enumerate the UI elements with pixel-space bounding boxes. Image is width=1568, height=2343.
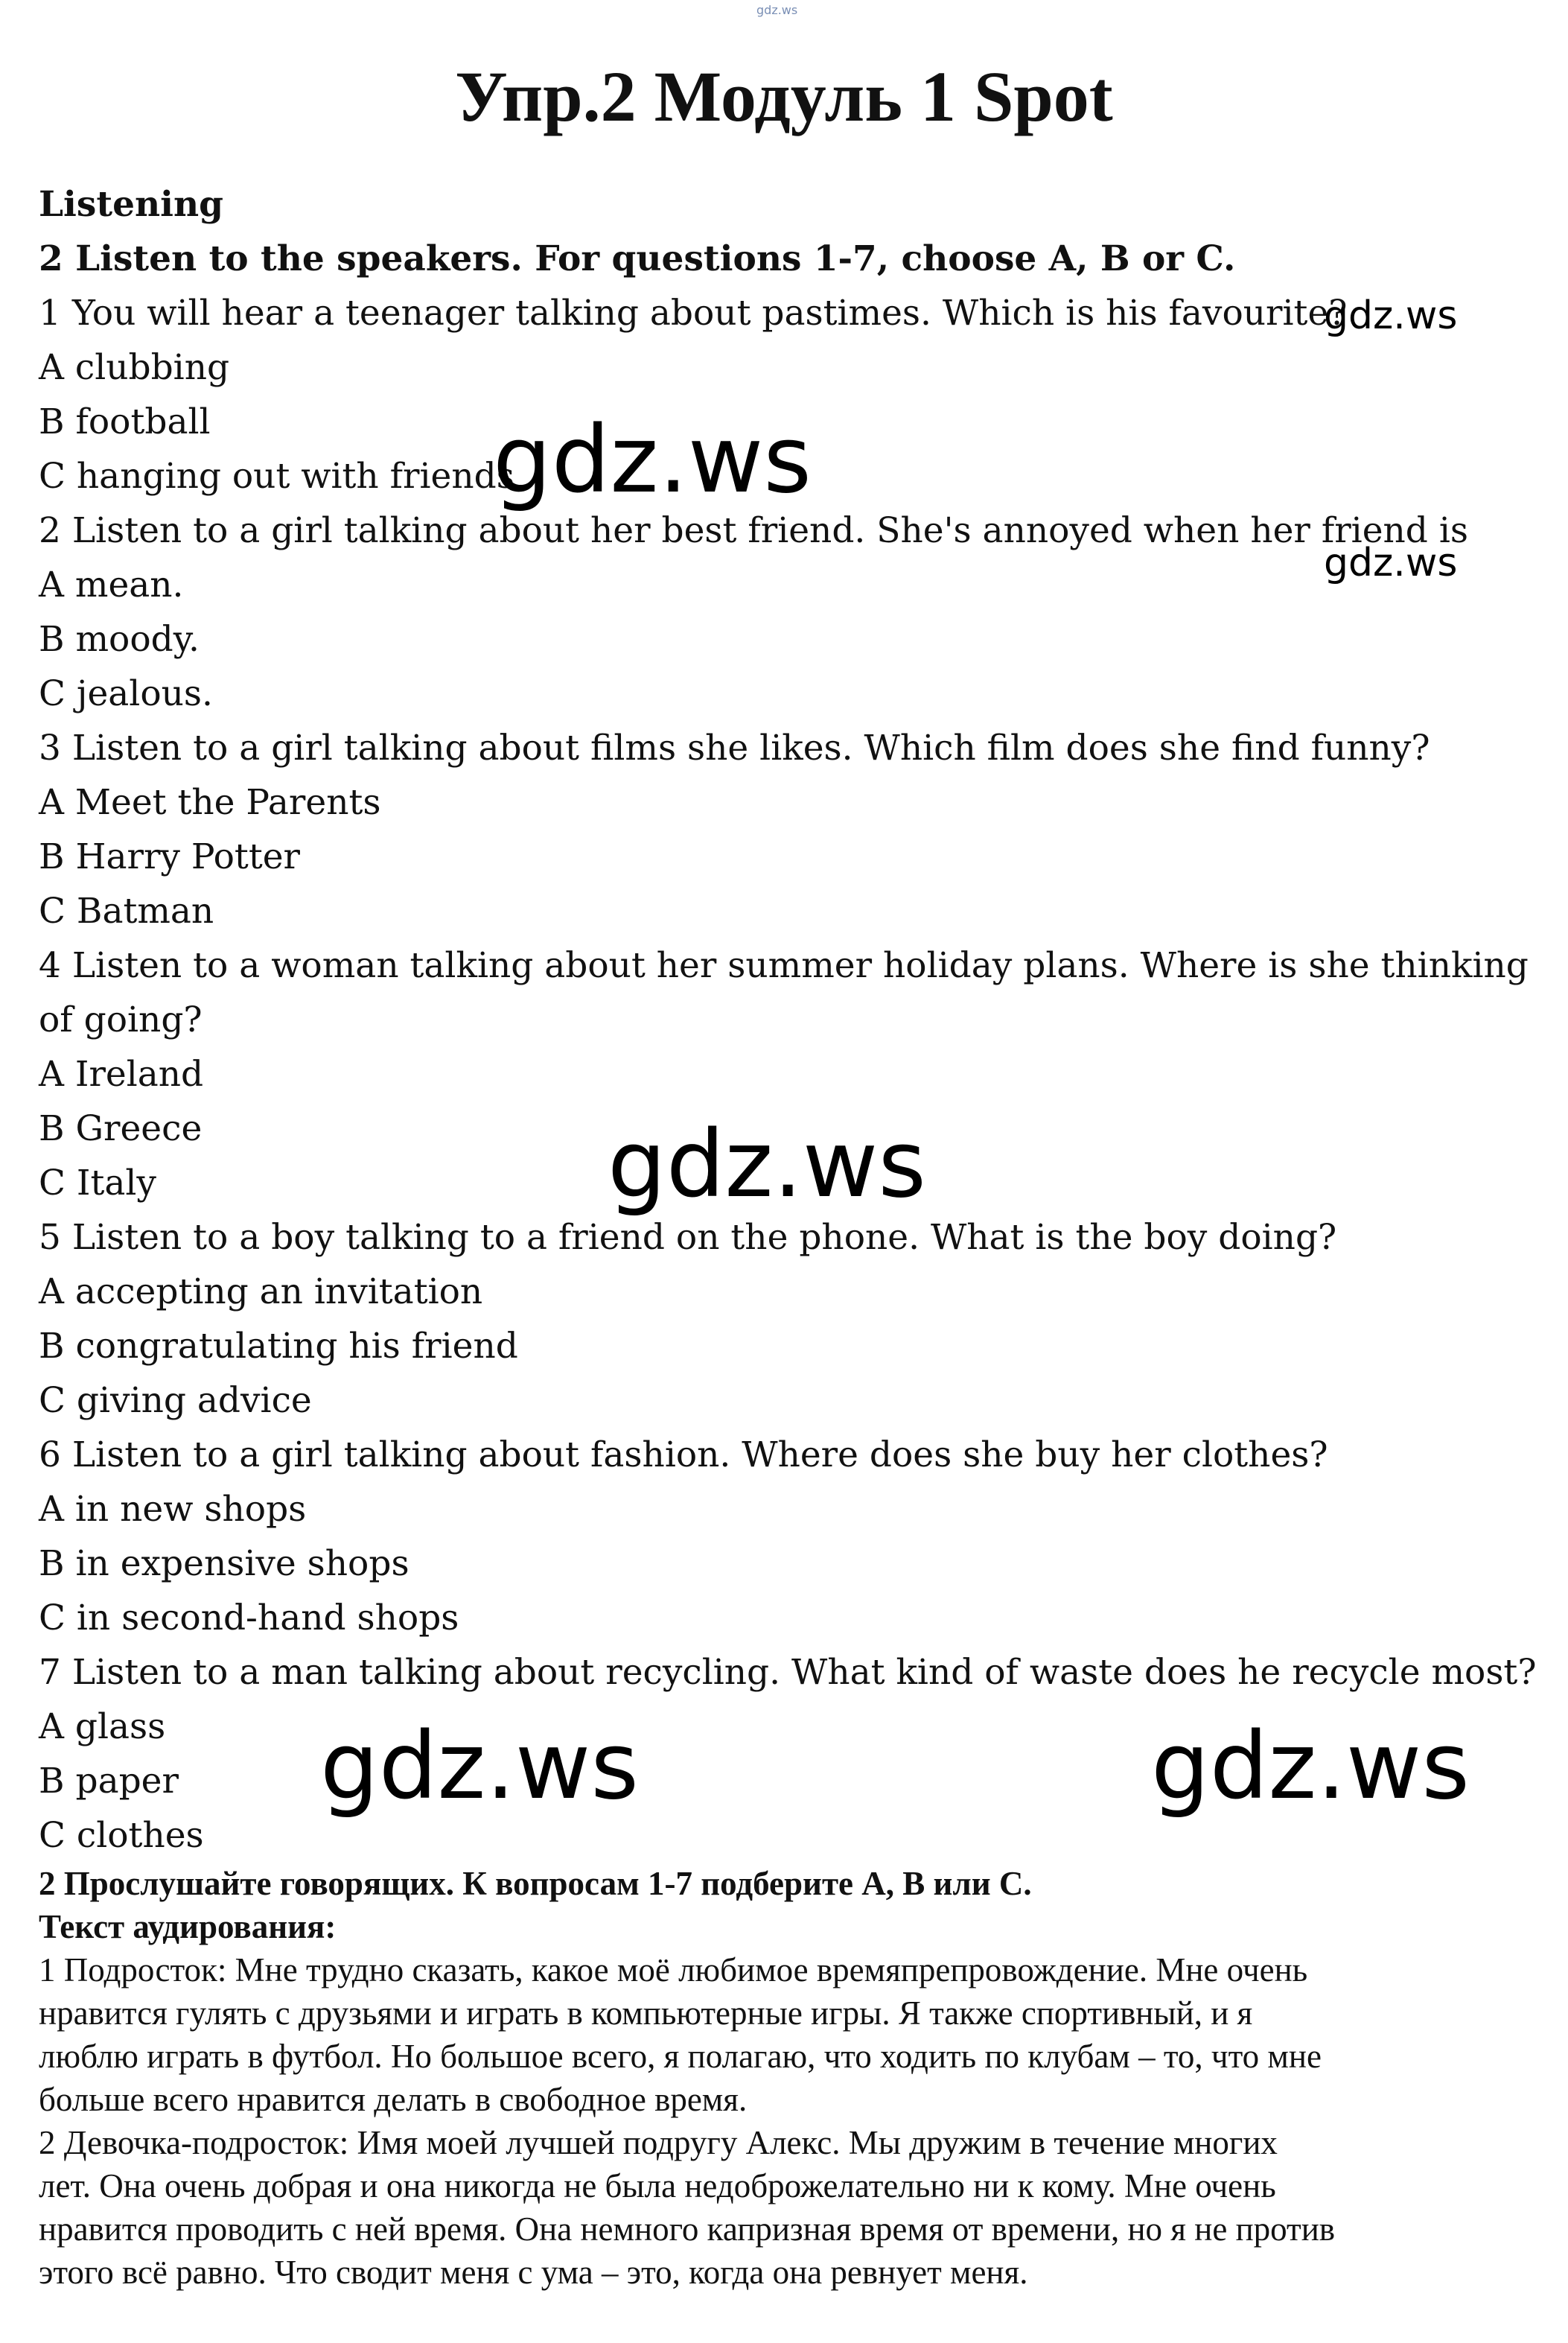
listening-line: C Italy xyxy=(39,1163,156,1204)
listening-line: 5 Listen to a boy talking to a friend on the phone. What is the boy doing? xyxy=(39,1217,1337,1258)
listening-line: 3 Listen to a girl talking about films she likes. Which film does she find funny? xyxy=(39,728,1430,769)
listening-line: 1 You will hear a teenager talking about pastimes. Which is his favourite? xyxy=(39,293,1348,334)
listening-line: 4 Listen to a woman talking about her summer holiday plans. Where is she thinking xyxy=(39,945,1529,986)
listening-line: C clothes xyxy=(39,1815,204,1856)
listening-line: A Ireland xyxy=(39,1054,204,1095)
transcript-line: нравится гулять с друзьями и играть в компьютерные игры. Я также спортивный, и я xyxy=(39,1994,1253,2032)
watermark: gdz.ws xyxy=(1151,1713,1470,1820)
russian-heading: Текст аудирования: xyxy=(39,1908,337,1945)
listening-line: A accepting an invitation xyxy=(39,1271,483,1312)
transcript-line: больше всего нравится делать в свободное время. xyxy=(39,2081,748,2118)
listening-line: C hanging out with friends xyxy=(39,456,514,497)
watermark: gdz.ws xyxy=(1324,293,1458,338)
listening-line: B in expensive shops xyxy=(39,1543,409,1584)
watermark: gdz.ws xyxy=(320,1713,639,1820)
watermark: gdz.ws xyxy=(493,407,812,514)
listening-line: A mean. xyxy=(39,565,184,605)
watermark: gdz.ws xyxy=(1324,541,1458,585)
listening-line: 2 Listen to a girl talking about her best friend. She's annoyed when her friend is xyxy=(39,510,1468,551)
listening-line: A Meet the Parents xyxy=(39,782,381,823)
listening-line: B paper xyxy=(39,1761,179,1802)
section-heading-listening: Listening xyxy=(39,184,224,225)
listening-line: C giving advice xyxy=(39,1380,312,1421)
listening-line: A in new shops xyxy=(39,1489,307,1530)
task-instruction: 2 Listen to the speakers. For questions 1-7, choose A, B or C. xyxy=(39,238,1236,279)
listening-line: C jealous. xyxy=(39,673,213,714)
listening-line: A clubbing xyxy=(39,347,230,388)
transcript-line: 1 Подросток: Мне трудно сказать, какое моё любимое времяпрепровождение. Мне очень xyxy=(39,1951,1308,1988)
listening-line: B football xyxy=(39,401,211,442)
listening-line: of going? xyxy=(39,999,203,1040)
transcript-line: лет. Она очень добрая и она никогда не была недоброжелательно ни к кому. Мне очень xyxy=(39,2167,1276,2204)
listening-line: 7 Listen to a man talking about recycling. What kind of waste does he recycle most? xyxy=(39,1652,1537,1693)
listening-line: B Harry Potter xyxy=(39,836,300,877)
page-title: Упр.2 Модуль 1 Spot xyxy=(455,57,1113,136)
listening-line: 6 Listen to a girl talking about fashion. Where does she buy her clothes? xyxy=(39,1434,1328,1475)
transcript-line: этого всё равно. Что сводит меня с ума – это, когда она ревнует меня. xyxy=(39,2254,1028,2291)
listening-line: B moody. xyxy=(39,619,200,660)
listening-line: B Greece xyxy=(39,1108,203,1149)
listening-line: A glass xyxy=(39,1706,166,1747)
listening-line: C in second-hand shops xyxy=(39,1598,459,1638)
transcript-line: люблю играть в футбол. Но большое всего, я полагаю, что ходить по клубам – то, что мне xyxy=(39,2038,1322,2075)
listening-line: C Batman xyxy=(39,891,214,932)
watermark: gdz.ws xyxy=(608,1111,926,1218)
listening-line: B congratulating his friend xyxy=(39,1326,518,1367)
page-top-mark: gdz.ws xyxy=(756,3,798,17)
transcript-line: 2 Девочка-подросток: Имя моей лучшей подругу Алекс. Мы дружим в течение многих xyxy=(39,2124,1278,2161)
russian-instruction: 2 Прослушайте говорящих. К вопросам 1-7 подберите A, B или C. xyxy=(39,1865,1032,1902)
transcript-line: нравится проводить с ней время. Она немного капризная время от времени, но я не против xyxy=(39,2210,1336,2248)
